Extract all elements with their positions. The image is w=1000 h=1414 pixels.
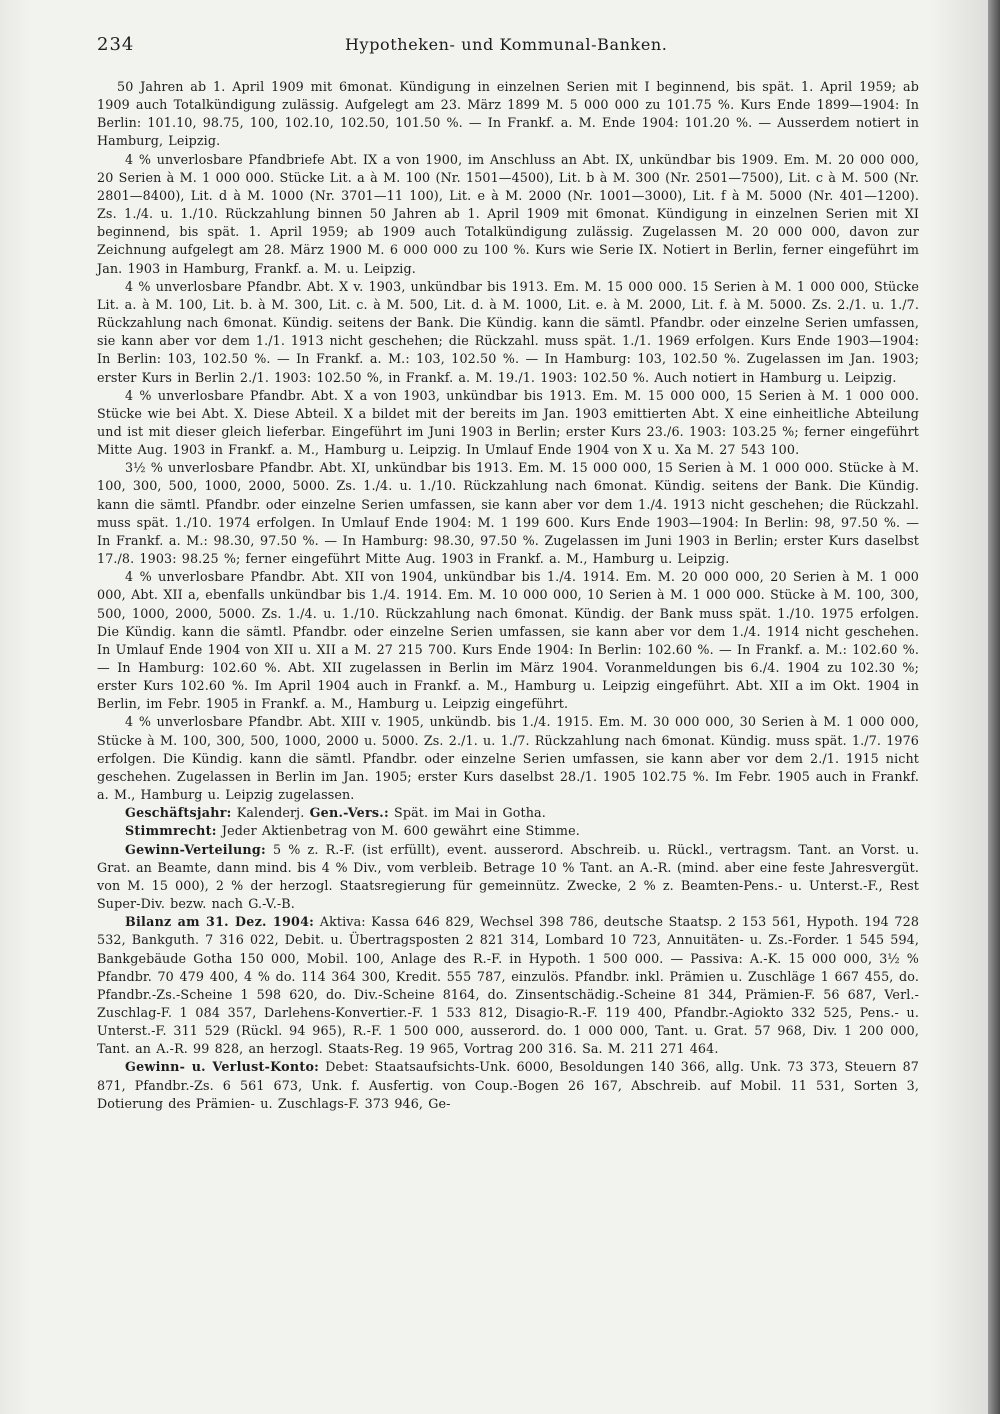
- business-year-text: Kalenderj.: [236, 805, 305, 821]
- voting-rights-line: [97, 822, 919, 840]
- balance-sheet-label: Bilanz am 31. Dez. 1904:: [125, 914, 315, 930]
- business-year-line: [97, 804, 919, 822]
- page-number: 234: [97, 34, 135, 55]
- running-head: [97, 34, 955, 64]
- paragraph-7: 4 % unverlosbare Pfandbr. Abt. XIII v. 1905, unkündb. bis 1./4. 1915. Em. M. 30 000 000, 30 Serien à M. 1 000 000, Stücke à M. 100, 300, 500, 1000, 2000 u. 5000. Zs. 2./1. u. 1./7. Rückzahlung nach 6monat. Kündig. muss spät. 1./7. 1976 erfolgen. Die Kündig. kann die sämtl. Pfandbr. oder einzelne Serien umfassen, sie kann aber vor dem 2./1. 1915 nicht geschehen. Zugelassen in Berlin im Jan. 1905; erster Kurs daselbst 28./1. 1905 102.75 %. Im Febr. 1905 auch in Frankf. a. M., Hamburg u. Leipzig zugelassen.: [97, 714, 919, 803]
- general-meeting-label: Gen.-Vers.:: [309, 805, 389, 821]
- body-text: [97, 78, 919, 1113]
- profit-loss-text: Debet: Staatsaufsichts-Unk. 6000, Besoldungen 140 366, allg. Unk. 73 373, Steuern 87 871, Pfandbr.-Zs. 6 561 673, Unk. f. Ausfertig. von Coup.-Bogen 26 167, Abschreib. auf Mobil. 11 531, Sorten 3, Dotierung des Prämien- u. Zuschlags-F. 373 946, Ge-: [97, 1059, 919, 1111]
- balance-sheet-paragraph: [97, 913, 919, 1058]
- balance-sheet-text: Aktiva: Kassa 646 829, Wechsel 398 786, deutsche Staatsp. 2 153 561, Hypoth. 194 728 532, Bankguth. 7 316 022, Debit. u. Übertragsposten 2 821 314, Lombard 10 723, Annuitäten- u. Zs.-Forder. 1 545 594, Bankgebäude Gotha 150 000, Mobil. 100, Anlage des R.-F. in Hypoth. 1 500 000. — Passiva: A.-K. 15 000 000, 3½ % Pfandbr. 70 479 400, 4 % do. 114 364 300, Kredit. 555 787, einzulös. Pfandbr. inkl. Prämien u. Zuschläge 1 667 455, do. Pfandbr.-Zs.-Scheine 1 598 620, do. Div.-Scheine 8164, do. Zinsentschädig.-Scheine 81 344, Prämien-F. 56 687, Verl.-Zuschlag-F. 1 084 357, Darlehens-Konvertier.-F. 1 533 812, Disagio-R.-F. 119 400, Pfandbr.-Agiokto 332 525, Pens.- u. Unterst.-F. 311 529 (Rückl. 94 965), R.-F. 1 500 000, ausserord. do. 1 000 000, Tant. u. Grat. 57 968, Div. 1 200 000, Tant. an A.-R. 99 828, an herzogl. Staats-Reg. 19 965, Vortrag 200 316. Sa. M. 211 271 464.: [97, 914, 920, 1057]
- paragraph-4: 4 % unverlosbare Pfandbr. Abt. X a von 1903, unkündbar bis 1913. Em. M. 15 000 000, 15 Serien à M. 1 000 000. Stücke wie bei Abt. X. Diese Abteil. X a bildet mit der bereits im Jan. 1903 emittierten Abt. X eine einheitliche Abteilung und ist mit dieser gleich lieferbar. Eingeführt im Juni 1903 in Berlin; erster Kurs 23./6. 1903: 103.25 %; ferner eingeführt Mitte Aug. 1903 in Frankf. a. M., Hamburg u. Leipzig. In Umlauf Ende 1904 von X u. Xa M. 27 543 100.: [97, 387, 919, 458]
- running-title: Hypotheken- und Kommunal-Banken.: [345, 35, 668, 54]
- profit-loss-paragraph: [97, 1058, 919, 1112]
- paragraph-2: 4 % unverlosbare Pfandbriefe Abt. IX a von 1900, im Anschluss an Abt. IX, unkündbar bis 1909. Em. M. 20 000 000, 20 Serien à M. 1 000 000. Stücke Lit. a à M. 100 (Nr. 1501—4500), Lit. b à M. 300 (Nr. 2501—7500), Lit. c à M. 500 (Nr. 2801—8400), Lit. d à M. 1000 (Nr. 3701—11 100), Lit. e à M. 2000 (Nr. 1001—3000), Lit. f à M. 5000 (Nr. 401—1200). Zs. 1./4. u. 1./10. Rückzahlung binnen 50 Jahren ab 1. April 1909 mit 6monat. Kündigung in einzelnen Serien mit XI beginnend, bis spät. 1. April 1959; ab 1909 auch Totalkündigung zulässig. Zugelassen M. 20 000 000, davon zur Zeichnung aufgelegt am 28. März 1900 M. 6 000 000 zu 100 %. Kurs wie Serie IX. Notiert in Berlin, ferner eingeführt im Jan. 1903 in Hamburg, Frankf. a. M. u. Leipzig.: [97, 151, 919, 276]
- general-meeting-text: Spät. im Mai in Gotha.: [394, 805, 546, 821]
- paragraph-3: 4 % unverlosbare Pfandbr. Abt. X v. 1903, unkündbar bis 1913. Em. M. 15 000 000. 15 Serien à M. 1 000 000, Stücke Lit. a. à M. 100, Lit. b. à M. 300, Lit. c. à M. 500, Lit. d. à M. 1000, Lit. e. à M. 2000, Lit. f. à M. 5000. Zs. 2./1. u. 1./7. Rückzahlung nach 6monat. Kündig. seitens der Bank. Die Kündig. kann die sämtl. Pfandbr. oder einzelne Serien umfassen, sie kann aber vor dem 1./1. 1913 nicht geschehen; die Rückzahl. muss spät. 1./1. 1969 erfolgen. Kurs Ende 1903—1904: In Berlin: 103, 102.50 %. — In Frankf. a. M.: 103, 102.50 %. — In Hamburg: 103, 102.50 %. Zugelassen im Jan. 1903; erster Kurs in Berlin 2./1. 1903: 102.50 %, in Frankf. a. M. 19./1. 1903: 102.50 %. Auch notiert in Hamburg u. Leipzig.: [97, 278, 919, 385]
- paragraph-1: 50 Jahren ab 1. April 1909 mit 6monat. Kündigung in einzelnen Serien mit I beginnend, bis spät. 1. April 1959; ab 1909 auch Totalkündigung zulässig. Aufgelegt am 23. März 1899 M. 5 000 000 zu 101.75 %. Kurs Ende 1899—1904: In Berlin: 101.10, 98.75, 100, 102.10, 102.50, 101.50 %. — In Frankf. a. M. Ende 1904: 101.20 %. — Ausserdem notiert in Hamburg, Leipzig.: [97, 79, 919, 149]
- profit-distribution-paragraph: [97, 841, 919, 914]
- profit-distribution-text: 5 % z. R.-F. (ist erfüllt), event. ausserord. Abschreib. u. Rückl., vertragsm. Tant. an Vorst. u. Grat. an Beamte, dann mind. bis 4 % Div., vom verbleib. Betrage 10 % Tant. an A.-R. (mind. aber eine feste Jahresvergüt. von M. 15 000), 2 % der herzogl. Staatsregierung für gemeinnütz. Zwecke, 2 % z. Beamten-Pens.- u. Unterst.-F., Rest Super-Div. bezw. nach G.-V.-B.: [97, 841, 919, 912]
- profit-loss-label: Gewinn- u. Verlust-Konto:: [125, 1059, 320, 1075]
- business-year-label: Geschäftsjahr:: [125, 805, 232, 821]
- page-edge-shadow: [988, 0, 1000, 1414]
- voting-rights-text: Jeder Aktienbetrag von M. 600 gewährt eine Stimme.: [221, 823, 580, 839]
- paragraph-5: 3½ % unverlosbare Pfandbr. Abt. XI, unkündbar bis 1913. Em. M. 15 000 000, 15 Serien à M. 1 000 000. Stücke à M. 100, 300, 500, 1000, 2000, 5000. Zs. 1./4. u. 1./10. Rückzahlung nach 6monat. Kündig. seitens der Bank. Die Kündig. kann die sämtl. Pfandbr. oder einzelne Serien umfassen, sie kann aber vor dem 1./4. 1913 nicht geschehen; die Rückzahl. muss spät. 1./10. 1974 erfolgen. In Umlauf Ende 1904: M. 1 199 600. Kurs Ende 1903—1904: In Berlin: 98, 97.50 %. — In Frankf. a. M.: 98.30, 97.50 %. — In Hamburg: 98.30, 97.50 %. Zugelassen im Juni 1903 in Berlin; erster Kurs daselbst 17./8. 1903: 98.25 %; ferner eingeführt Mitte Aug. 1903 in Frankf. a. M., Hamburg u. Leipzig.: [97, 460, 919, 567]
- paragraph-6: 4 % unverlosbare Pfandbr. Abt. XII von 1904, unkündbar bis 1./4. 1914. Em. M. 20 000 000, 20 Serien à M. 1 000 000, Abt. XII a, ebenfalls unkündbar bis 1./4. 1914. Em. M. 10 000 000, 10 Serien à M. 1 000 000. Stücke à M. 100, 300, 500, 1000, 2000, 5000. Zs. 1./4. u. 1./10. Rückzahlung nach 6monat. Kündig. der Bank muss spät. 1./10. 1975 erfolgen. Die Kündig. kann die sämtl. Pfandbr. oder einzelne Serien umfassen, sie kann aber vor dem 1./4. 1914 nicht geschehen. In Umlauf Ende 1904 von XII u. XII a M. 27 215 700. Kurs Ende 1904: In Berlin: 102.60 %. — In Frankf. a. M.: 102.60 %. — In Hamburg: 102.60 %. Abt. XII zugelassen in Berlin im März 1904. Voranmeldungen bis 6./4. 1904 zu 102.30 %; erster Kurs 102.60 %. Im April 1904 auch in Frankf. a. M., Hamburg u. Leipzig eingeführt. Abt. XII a im Okt. 1904 in Berlin, im Febr. 1905 in Frankf. a. M., Hamburg u. Leipzig eingeführt.: [97, 569, 919, 712]
- voting-rights-label: Stimmrecht:: [125, 823, 217, 839]
- profit-distribution-label: Gewinn-Verteilung:: [125, 841, 266, 857]
